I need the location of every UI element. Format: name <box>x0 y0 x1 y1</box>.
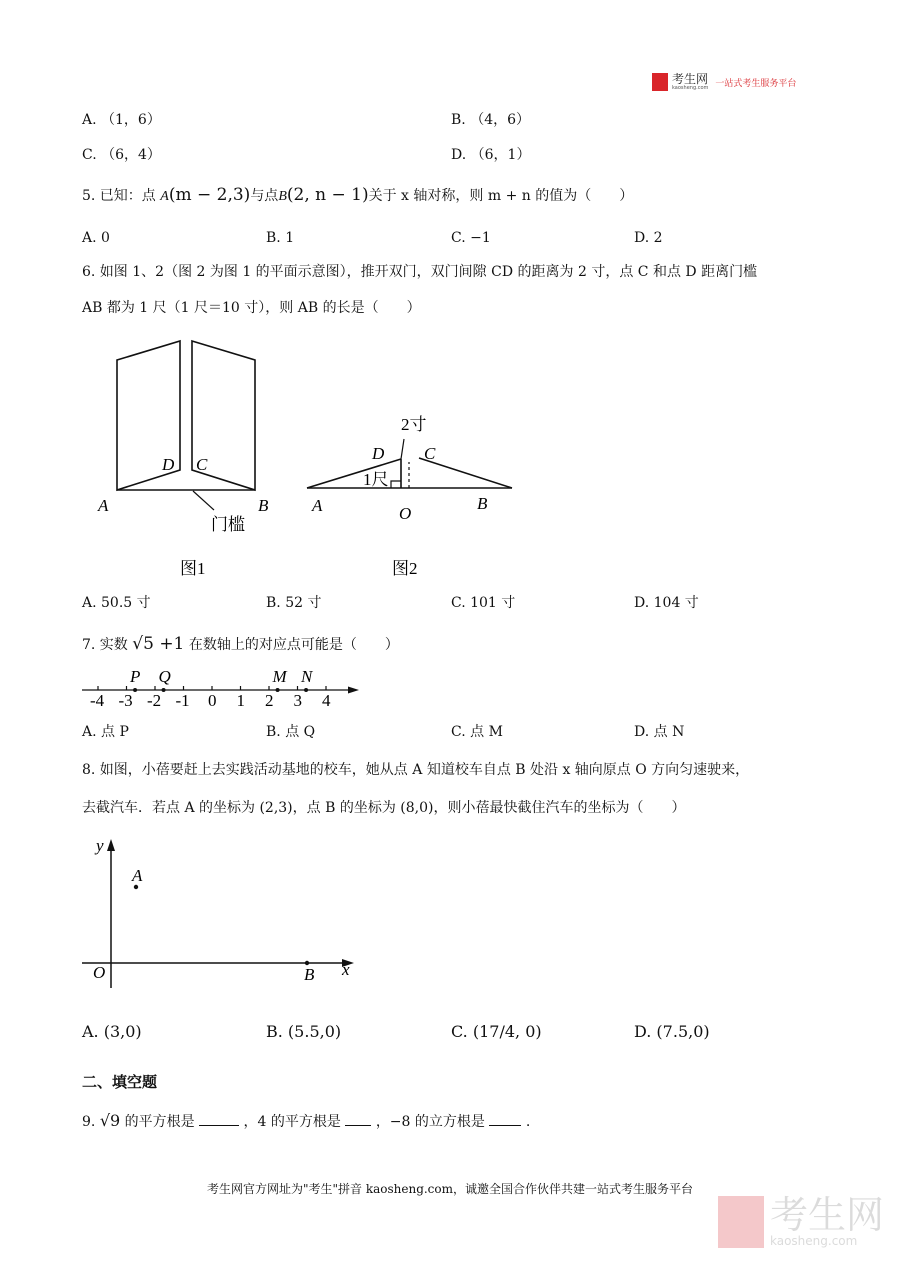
fig1-caption: 图1 <box>180 559 206 578</box>
q5-option-a: A. 0 <box>82 230 110 246</box>
point-p <box>133 688 137 692</box>
q7-option-a: A. 点 P <box>82 724 129 740</box>
q9-blank-2[interactable] <box>345 1111 371 1126</box>
q6-option-d: D. 104 寸 <box>634 595 699 611</box>
q4-option-c: C. （6，4） <box>82 147 161 163</box>
graph-label-a: A <box>132 866 143 885</box>
tick-label: 2 <box>265 691 274 710</box>
q4-option-a: A. （1，6） <box>82 112 161 128</box>
fig1-label-a: A <box>98 496 109 515</box>
q9-blank-3[interactable] <box>489 1111 521 1126</box>
tick-label: -1 <box>175 691 190 710</box>
logo-name: 考生网 <box>672 72 709 86</box>
logo-domain: kaosheng.com <box>672 85 709 91</box>
q7-option-b: B. 点 Q <box>266 724 316 740</box>
q6-option-b: B. 52 寸 <box>266 595 322 611</box>
q5-option-c: C. −1 <box>451 230 491 246</box>
fig1-label-b: B <box>258 496 269 515</box>
q4-option-b: B. （4，6） <box>451 112 531 128</box>
tick-label: -2 <box>147 691 162 710</box>
figure-2 <box>307 439 512 488</box>
q5-option-b: B. 1 <box>266 230 295 246</box>
point-label: N <box>301 667 313 686</box>
q6-line1: 6. 如图 1、2（图 2 为图 1 的平面示意图），推开双门，双门间隙 CD 的距离为 2 寸，点 C 和点 D 距离门槛 <box>82 264 758 280</box>
q9-question: 9. √9 的平方根是 ，4 的平方根是 ，−8 的立方根是 . <box>82 1111 531 1130</box>
section-heading: 二、填空题 <box>82 1073 158 1091</box>
point-m <box>276 688 280 692</box>
point-label: P <box>130 667 141 686</box>
tick-label: 3 <box>293 691 302 710</box>
q7-question: 7. 实数 √5 +1 在数轴上的对应点可能是（ ） <box>82 634 399 654</box>
fig2-label-c: C <box>424 444 436 463</box>
graph-origin-label: O <box>93 963 106 982</box>
axis-arrow-icon <box>348 687 359 694</box>
fig2-height-label: 1尺 <box>363 470 389 489</box>
q9-blank-1[interactable] <box>199 1111 239 1126</box>
point-n <box>304 688 308 692</box>
tick-label: -3 <box>118 691 133 710</box>
fig2-caption: 图2 <box>392 559 418 578</box>
q6-option-a: A. 50.5 寸 <box>82 595 151 611</box>
figure-1 <box>117 341 255 510</box>
number-line <box>82 667 359 710</box>
q8-option-c: C. (17/4, 0) <box>451 1022 542 1041</box>
q8-line1: 8. 如图，小蓓要赶上去实践活动基地的校车，她从点 A 知道校车自点 B 处沿 x 轴向原点 O 方向匀速驶来， <box>82 762 750 778</box>
q5-question: 5. 已知：点 A(m − 2,3)与点B(2, n − 1)关于 x 轴对称，则 m + n 的值为（ ） <box>82 185 634 205</box>
footer-text: 考生网官方网址为"考生"拼音 kaosheng.com，诚邀全国合作伙伴共建一站式考生服务平台 <box>206 1182 694 1196</box>
graph-y-label: y <box>96 836 104 855</box>
point-a <box>134 885 138 889</box>
q6-line2: AB 都为 1 尺（1 尺＝10 寸），则 AB 的长是（ ） <box>82 300 421 316</box>
fig2-label-a: A <box>312 496 323 515</box>
fig2-label-b: B <box>477 494 488 513</box>
header-slogan: 一站式考生服务平台 <box>715 78 797 89</box>
point-label: Q <box>158 667 171 686</box>
fig2-gap-label: 2寸 <box>401 415 427 434</box>
q7-option-d: D. 点 N <box>634 724 685 740</box>
q5-option-d: D. 2 <box>634 230 663 246</box>
kaosheng-watermark-icon <box>718 1196 764 1248</box>
q8-option-b: B. (5.5,0) <box>266 1022 342 1041</box>
q4-option-d: D. （6，1） <box>451 147 531 163</box>
graph-label-b: B <box>304 965 315 984</box>
q8-option-d: D. (7.5,0) <box>634 1022 710 1041</box>
fig1-sill-label: 门槛 <box>211 515 245 534</box>
tick-label: 4 <box>322 691 331 710</box>
fig1-label-d: D <box>162 455 175 474</box>
watermark: 考生网 kaosheng.com <box>718 1196 884 1248</box>
fig1-label-c: C <box>196 455 208 474</box>
sill-leader <box>193 491 214 510</box>
fig2-label-d: D <box>372 444 385 463</box>
q8-line2: 去截汽车．若点 A 的坐标为 (2,3)，点 B 的坐标为 (8,0)，则小蓓最快截住汽车的坐标为（ ） <box>82 800 686 816</box>
tick-label: 1 <box>236 691 245 710</box>
fig2-label-o: O <box>399 504 412 523</box>
tick-label: -4 <box>90 691 105 710</box>
point-q <box>162 688 166 692</box>
q8-option-a: A. (3,0) <box>82 1022 142 1041</box>
graph-x-label: x <box>342 960 350 979</box>
q6-option-c: C. 101 寸 <box>451 595 516 611</box>
q7-option-c: C. 点 M <box>451 724 503 740</box>
tick-label: 0 <box>208 691 217 710</box>
point-label: M <box>272 667 287 686</box>
